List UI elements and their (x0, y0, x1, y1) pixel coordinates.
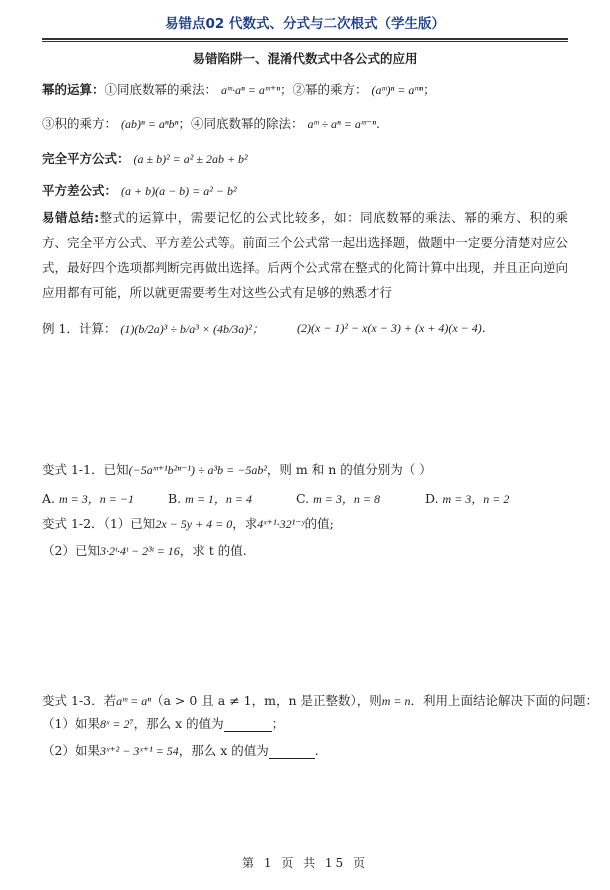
variant-1-2-part2-formula: 3·2ᵗ·4ᵗ − 2³ᵗ = 16 (99, 544, 180, 558)
option-d-key: D. (425, 491, 439, 506)
rule-divide-label: ；④同底数幂的除法： (178, 116, 304, 131)
option-a (42, 490, 134, 507)
document-title: 易错点02 代数式、分式与二次根式（学生版） (165, 16, 445, 32)
variant-1-3 (42, 691, 598, 709)
q1-formula: 8ˣ = 2⁷ (99, 717, 134, 731)
power-rules-line1 (42, 80, 436, 98)
power-rules-line2 (42, 114, 380, 132)
option-a-key: A. (42, 491, 56, 506)
example-1-label: 例 1．计算： (42, 321, 117, 336)
variant-1-2-target: 4ˣ⁺¹·32¹⁻ʸ (257, 517, 305, 531)
variant-1-1-formula: (−5aᵐ⁺¹b²ⁿ⁻¹) ÷ a³b = −5ab² (128, 463, 267, 477)
formula-multiply: aᵐ·aⁿ = aᵐ⁺ⁿ (221, 83, 281, 97)
option-b-value: m = 1，n = 4 (185, 492, 253, 506)
difference-formula-label: 平方差公式： (42, 183, 118, 198)
option-c-key: C. (296, 491, 310, 506)
example-1 (42, 319, 264, 337)
q1-ask: ，那么 x 的值为 (133, 716, 224, 731)
variant-1-3-label: 变式 1-3．若 (42, 693, 117, 708)
formula-product-power: (ab)ⁿ = aⁿbⁿ (121, 117, 179, 131)
summary-label: 易错总结: (42, 210, 100, 225)
variant-1-1-question: ，则 m 和 n 的值分别为（ ） (266, 462, 432, 477)
rule-multiply-label: ①同底数幂的乘法： (104, 82, 218, 97)
q2-label: （2）如果 (42, 743, 100, 758)
rule-product-label: ③积的乘方： (42, 116, 118, 131)
example-1-part1: (1)(b/2a)³ ÷ b/a³ × (4b/3a)²； (120, 322, 264, 336)
q2-formula: 3ˣ⁺² − 3ˣ⁺¹ = 54 (99, 744, 179, 758)
variant-1-3-end: ．利用上面结论解决下面的问题： (410, 693, 599, 708)
variant-1-2-end: 的值; (304, 516, 334, 531)
q1-answer-blank[interactable] (224, 719, 272, 732)
square-formula-line (42, 149, 248, 167)
example-1-part2-line (297, 319, 494, 336)
variant-1-3-formula: aᵐ = aⁿ (116, 694, 151, 708)
q2-answer-blank[interactable] (269, 746, 315, 759)
variant-1-2-part2 (42, 541, 247, 559)
q2-punct: . (314, 743, 319, 758)
variant-1-2-part2-end: ，求 t 的值. (179, 543, 247, 558)
header-divider (42, 38, 568, 40)
header-divider-thin (42, 41, 568, 42)
option-b-key: B. (168, 491, 182, 506)
q1-punct: ； (271, 716, 285, 731)
punct: . (376, 116, 381, 131)
variant-1-2-label: 变式 1-2．（1）已知 (42, 516, 156, 531)
square-formula: (a ± b)² = a² ± 2ab + b² (133, 152, 248, 166)
punct: ； (423, 82, 436, 97)
option-d-value: m = 3，n = 2 (442, 492, 510, 506)
option-a-value: m = 3，n = −1 (59, 492, 134, 506)
variant-1-3-condition: （a > 0 且 a ≠ 1，m，n 是正整数），则 (151, 693, 382, 708)
difference-formula-line (42, 181, 237, 199)
option-d (425, 490, 509, 507)
q2-ask: ，那么 x 的值为 (178, 743, 269, 758)
example-1-part2: (2)(x − 1)² − x(x − 3) + (x + 4)(x − 4)． (297, 321, 494, 335)
square-formula-label: 完全平方公式： (42, 151, 130, 166)
variant-1-2-formula: 2x − 5y + 4 = 0 (155, 517, 233, 531)
option-c (296, 490, 380, 507)
variant-1-3-result: m = n (381, 694, 411, 708)
summary-text: 整式的运算中，需要记忆的公式比较多，如：同底数幂的乘法、幂的乘方、积的乘方、完全平方公式、平方差公式等。前面三个公式常一起出选择题，做题中一定要分清楚对应公式，最好四个选项都判断完再做出选择。后两个公式常在整式的化简计算中出现，并且正向逆向应用都有可能，所以就更需要考生对这些公式有足够的熟悉才行 (42, 210, 568, 300)
rule-power-label: ；②幂的乘方： (280, 82, 368, 97)
variant-1-3-q1 (42, 714, 284, 732)
variant-1-1 (42, 460, 432, 478)
section-title: 易错陷阱一、混淆代数式中各公式的应用 (192, 51, 418, 66)
power-rules-label: 幂的运算： (42, 82, 105, 97)
page-footer: 第 1 页 共 15 页 (242, 856, 368, 870)
option-b (168, 490, 252, 507)
q1-label: （1）如果 (42, 716, 100, 731)
option-c-value: m = 3，n = 8 (313, 492, 380, 506)
difference-formula: (a + b)(a − b) = a² − b² (121, 184, 237, 198)
formula-power-of-power: (aᵐ)ⁿ = aᵐⁿ (371, 83, 424, 97)
summary-paragraph (42, 205, 568, 305)
variant-1-2 (42, 514, 334, 532)
formula-divide: aᵐ ÷ aⁿ = aᵐ⁻ⁿ (307, 117, 377, 131)
variant-1-2-part2-label: （2）已知 (42, 543, 100, 558)
variant-1-1-label: 变式 1-1．已知 (42, 462, 129, 477)
variant-1-3-q2 (42, 741, 319, 759)
variant-1-2-ask: ，求 (232, 516, 258, 531)
